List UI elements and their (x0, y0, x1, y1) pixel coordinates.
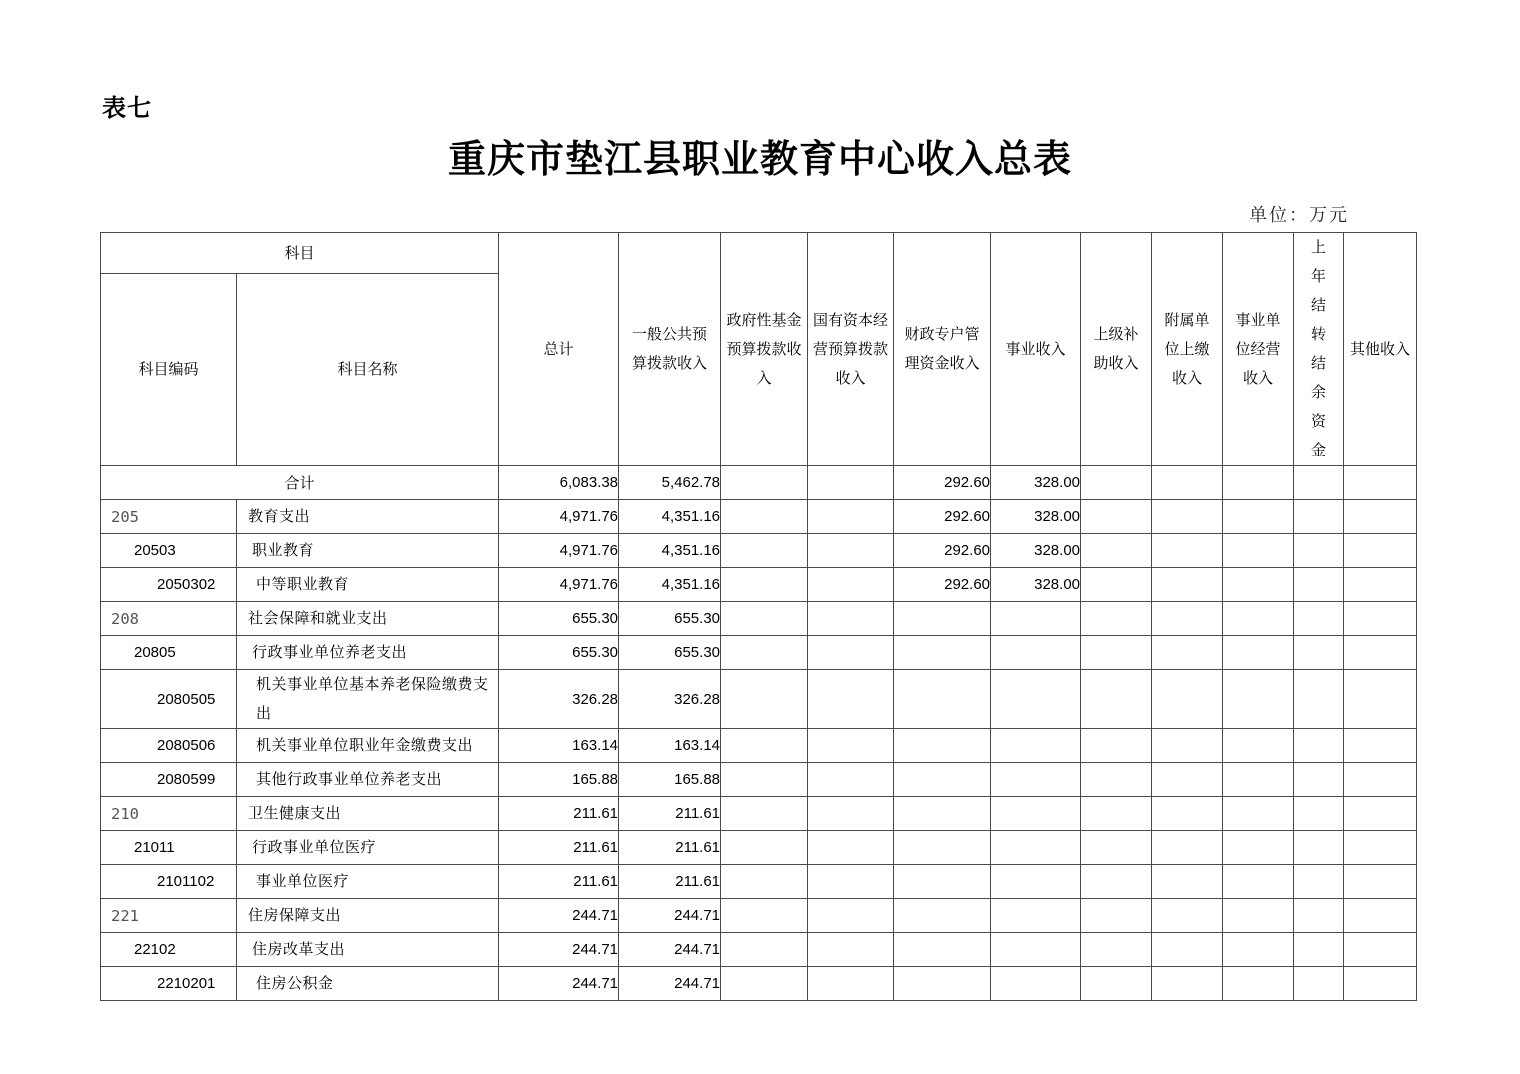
cell-general-budget: 244.71 (619, 967, 721, 1001)
cell-business-operation (1223, 797, 1294, 831)
cell-business-operation (1223, 670, 1294, 729)
cell-affiliated-unit (1152, 763, 1223, 797)
subject-name: 机关事业单位职业年金缴费支出 (237, 729, 499, 763)
header-gov-fund: 政府性基金 预算拨款收 入 (721, 233, 808, 466)
header-name: 科目名称 (237, 274, 499, 466)
table-body (101, 466, 1417, 1001)
cell-other-income (1344, 831, 1417, 865)
cell-total: 211.61 (499, 865, 619, 899)
cell-superior-subsidy (1081, 602, 1152, 636)
cell-state-capital (808, 670, 894, 729)
cell-carryover (1294, 534, 1344, 568)
cell-superior-subsidy (1081, 534, 1152, 568)
cell-other-income (1344, 670, 1417, 729)
cell-other-income (1344, 797, 1417, 831)
cell-business-income: 328.00 (991, 500, 1081, 534)
cell-business-income (991, 933, 1081, 967)
cell-total: 244.71 (499, 899, 619, 933)
cell-other-income (1344, 933, 1417, 967)
subject-name: 职业教育 (237, 534, 499, 568)
cell-general-budget: 326.28 (619, 670, 721, 729)
cell-fiscal-special (894, 865, 991, 899)
cell-total: 4,971.76 (499, 500, 619, 534)
cell-affiliated-unit (1152, 602, 1223, 636)
cell-carryover (1294, 729, 1344, 763)
cell-gov-fund (721, 729, 808, 763)
cell-superior-subsidy (1081, 568, 1152, 602)
cell-total: 326.28 (499, 670, 619, 729)
cell-business-income (991, 763, 1081, 797)
subject-code: 20503 (101, 534, 237, 568)
cell-total: 4,971.76 (499, 534, 619, 568)
cell-business-operation (1223, 899, 1294, 933)
cell-business-income: 328.00 (991, 568, 1081, 602)
cell-general-budget: 4,351.16 (619, 534, 721, 568)
cell-affiliated-unit (1152, 967, 1223, 1001)
cell-total: 4,971.76 (499, 568, 619, 602)
cell-affiliated-unit (1152, 636, 1223, 670)
table-row (101, 729, 1417, 763)
cell-carryover (1294, 831, 1344, 865)
subject-code: 2101102 (101, 865, 237, 899)
header-affiliated-unit: 附属单 位上缴 收入 (1152, 233, 1223, 466)
cell-gov-fund (721, 568, 808, 602)
table-row (101, 899, 1417, 933)
cell-other-income (1344, 534, 1417, 568)
cell-superior-subsidy (1081, 636, 1152, 670)
cell-carryover (1294, 636, 1344, 670)
cell-business-operation (1223, 500, 1294, 534)
subject-code: 2080505 (101, 670, 237, 729)
cell-total: 6,083.38 (499, 466, 619, 500)
cell-state-capital (808, 568, 894, 602)
cell-state-capital (808, 831, 894, 865)
cell-business-income (991, 729, 1081, 763)
cell-carryover (1294, 568, 1344, 602)
subject-code: 221 (101, 899, 237, 933)
cell-carryover (1294, 500, 1344, 534)
table-row (101, 670, 1417, 729)
subject-name: 住房保障支出 (237, 899, 499, 933)
cell-total: 211.61 (499, 831, 619, 865)
cell-business-income (991, 865, 1081, 899)
cell-general-budget: 211.61 (619, 831, 721, 865)
cell-business-income: 328.00 (991, 534, 1081, 568)
cell-affiliated-unit (1152, 568, 1223, 602)
header-total: 总计 (499, 233, 619, 466)
cell-gov-fund (721, 636, 808, 670)
subject-name: 住房改革支出 (237, 933, 499, 967)
cell-other-income (1344, 763, 1417, 797)
header-business-operation: 事业单 位经营 收入 (1223, 233, 1294, 466)
cell-business-operation (1223, 763, 1294, 797)
subject-name: 行政事业单位养老支出 (237, 636, 499, 670)
cell-business-operation (1223, 466, 1294, 500)
cell-total: 165.88 (499, 763, 619, 797)
cell-superior-subsidy (1081, 763, 1152, 797)
header-superior-subsidy: 上级补 助收入 (1081, 233, 1152, 466)
cell-other-income (1344, 602, 1417, 636)
cell-fiscal-special: 292.60 (894, 534, 991, 568)
cell-business-income (991, 831, 1081, 865)
subject-name: 中等职业教育 (237, 568, 499, 602)
table-row (101, 831, 1417, 865)
cell-total: 655.30 (499, 602, 619, 636)
cell-fiscal-special (894, 763, 991, 797)
cell-general-budget: 4,351.16 (619, 568, 721, 602)
cell-gov-fund (721, 797, 808, 831)
cell-state-capital (808, 602, 894, 636)
cell-other-income (1344, 568, 1417, 602)
cell-state-capital (808, 797, 894, 831)
cell-superior-subsidy (1081, 899, 1152, 933)
cell-general-budget: 5,462.78 (619, 466, 721, 500)
cell-business-income (991, 967, 1081, 1001)
cell-affiliated-unit (1152, 729, 1223, 763)
cell-affiliated-unit (1152, 534, 1223, 568)
table-row (101, 865, 1417, 899)
cell-state-capital (808, 500, 894, 534)
cell-other-income (1344, 865, 1417, 899)
header-code: 科目编码 (101, 274, 237, 466)
cell-fiscal-special (894, 831, 991, 865)
cell-affiliated-unit (1152, 933, 1223, 967)
cell-affiliated-unit (1152, 670, 1223, 729)
cell-state-capital (808, 967, 894, 1001)
cell-superior-subsidy (1081, 967, 1152, 1001)
subject-code: 22102 (101, 933, 237, 967)
cell-general-budget: 211.61 (619, 865, 721, 899)
table-row (101, 763, 1417, 797)
subject-code: 208 (101, 602, 237, 636)
cell-gov-fund (721, 967, 808, 1001)
cell-total: 163.14 (499, 729, 619, 763)
cell-affiliated-unit (1152, 466, 1223, 500)
cell-fiscal-special: 292.60 (894, 500, 991, 534)
cell-total: 244.71 (499, 933, 619, 967)
cell-superior-subsidy (1081, 729, 1152, 763)
table-row (101, 797, 1417, 831)
cell-state-capital (808, 865, 894, 899)
table-row (101, 568, 1417, 602)
subject-code: 20805 (101, 636, 237, 670)
cell-carryover (1294, 797, 1344, 831)
cell-business-operation (1223, 729, 1294, 763)
cell-gov-fund (721, 831, 808, 865)
header-general-budget: 一般公共预 算拨款收入 (619, 233, 721, 466)
table-label: 表七 (102, 94, 152, 122)
cell-gov-fund (721, 899, 808, 933)
cell-business-income (991, 602, 1081, 636)
table-row (101, 967, 1417, 1001)
cell-business-operation (1223, 967, 1294, 1001)
cell-state-capital (808, 729, 894, 763)
cell-business-operation (1223, 865, 1294, 899)
cell-business-operation (1223, 636, 1294, 670)
table-row (101, 933, 1417, 967)
cell-state-capital (808, 899, 894, 933)
cell-general-budget: 163.14 (619, 729, 721, 763)
cell-gov-fund (721, 602, 808, 636)
cell-carryover (1294, 865, 1344, 899)
income-summary-table (100, 232, 1417, 1001)
cell-state-capital (808, 466, 894, 500)
cell-state-capital (808, 534, 894, 568)
cell-affiliated-unit (1152, 797, 1223, 831)
cell-fiscal-special: 292.60 (894, 568, 991, 602)
cell-general-budget: 655.30 (619, 602, 721, 636)
header-other-income: 其他收入 (1344, 233, 1417, 466)
cell-superior-subsidy (1081, 831, 1152, 865)
table-row (101, 534, 1417, 568)
cell-gov-fund (721, 466, 808, 500)
cell-carryover (1294, 899, 1344, 933)
subject-name: 教育支出 (237, 500, 499, 534)
cell-other-income (1344, 729, 1417, 763)
cell-total: 244.71 (499, 967, 619, 1001)
subject-code: 205 (101, 500, 237, 534)
cell-fiscal-special (894, 670, 991, 729)
page-title: 重庆市垫江县职业教育中心收入总表 (447, 136, 1072, 181)
cell-carryover (1294, 670, 1344, 729)
cell-business-income (991, 670, 1081, 729)
cell-general-budget: 4,351.16 (619, 500, 721, 534)
cell-fiscal-special (894, 967, 991, 1001)
subject-code: 2050302 (101, 568, 237, 602)
cell-state-capital (808, 933, 894, 967)
cell-business-income (991, 797, 1081, 831)
cell-general-budget: 655.30 (619, 636, 721, 670)
cell-gov-fund (721, 865, 808, 899)
cell-affiliated-unit (1152, 899, 1223, 933)
header-fiscal-special: 财政专户管 理资金收入 (894, 233, 991, 466)
subject-name: 机关事业单位基本养老保险缴费支出 (237, 670, 499, 729)
subject-name: 卫生健康支出 (237, 797, 499, 831)
subject-name: 社会保障和就业支出 (237, 602, 499, 636)
cell-state-capital (808, 763, 894, 797)
cell-fiscal-special (894, 933, 991, 967)
cell-business-operation (1223, 933, 1294, 967)
cell-fiscal-special (894, 602, 991, 636)
total-row (101, 466, 1417, 500)
header-state-capital: 国有资本经 营预算拨款 收入 (808, 233, 894, 466)
cell-superior-subsidy (1081, 797, 1152, 831)
cell-gov-fund (721, 534, 808, 568)
cell-business-operation (1223, 831, 1294, 865)
subject-name: 事业单位医疗 (237, 865, 499, 899)
cell-gov-fund (721, 670, 808, 729)
subject-code: 2080506 (101, 729, 237, 763)
subject-name: 住房公积金 (237, 967, 499, 1001)
cell-superior-subsidy (1081, 670, 1152, 729)
cell-gov-fund (721, 933, 808, 967)
cell-carryover (1294, 602, 1344, 636)
cell-general-budget: 165.88 (619, 763, 721, 797)
table-row (101, 636, 1417, 670)
total-label: 合计 (101, 466, 499, 500)
cell-gov-fund (721, 500, 808, 534)
header-carryover: 上 年 结 转 结 余 资 金 (1294, 233, 1344, 466)
cell-fiscal-special (894, 899, 991, 933)
cell-total: 211.61 (499, 797, 619, 831)
cell-fiscal-special (894, 729, 991, 763)
cell-affiliated-unit (1152, 500, 1223, 534)
cell-general-budget: 211.61 (619, 797, 721, 831)
header-subject: 科目 (101, 233, 499, 274)
subject-code: 2210201 (101, 967, 237, 1001)
table-row (101, 602, 1417, 636)
cell-fiscal-special (894, 636, 991, 670)
cell-business-operation (1223, 568, 1294, 602)
cell-general-budget: 244.71 (619, 899, 721, 933)
cell-business-operation (1223, 602, 1294, 636)
cell-other-income (1344, 967, 1417, 1001)
cell-other-income (1344, 500, 1417, 534)
cell-carryover (1294, 933, 1344, 967)
cell-business-income (991, 899, 1081, 933)
cell-business-income (991, 636, 1081, 670)
table-row (101, 500, 1417, 534)
subject-code: 210 (101, 797, 237, 831)
cell-other-income (1344, 636, 1417, 670)
cell-superior-subsidy (1081, 500, 1152, 534)
cell-superior-subsidy (1081, 466, 1152, 500)
cell-fiscal-special (894, 797, 991, 831)
cell-general-budget: 244.71 (619, 933, 721, 967)
cell-affiliated-unit (1152, 831, 1223, 865)
cell-superior-subsidy (1081, 865, 1152, 899)
subject-name: 行政事业单位医疗 (237, 831, 499, 865)
cell-state-capital (808, 636, 894, 670)
cell-carryover (1294, 466, 1344, 500)
cell-superior-subsidy (1081, 933, 1152, 967)
subject-code: 21011 (101, 831, 237, 865)
subject-code: 2080599 (101, 763, 237, 797)
cell-fiscal-special: 292.60 (894, 466, 991, 500)
unit-label: 单位：万元 (1249, 205, 1349, 226)
cell-carryover (1294, 967, 1344, 1001)
cell-business-income: 328.00 (991, 466, 1081, 500)
cell-business-operation (1223, 534, 1294, 568)
cell-carryover (1294, 763, 1344, 797)
cell-total: 655.30 (499, 636, 619, 670)
subject-name: 其他行政事业单位养老支出 (237, 763, 499, 797)
cell-affiliated-unit (1152, 865, 1223, 899)
cell-other-income (1344, 899, 1417, 933)
cell-gov-fund (721, 763, 808, 797)
cell-other-income (1344, 466, 1417, 500)
header-business-income: 事业收入 (991, 233, 1081, 466)
